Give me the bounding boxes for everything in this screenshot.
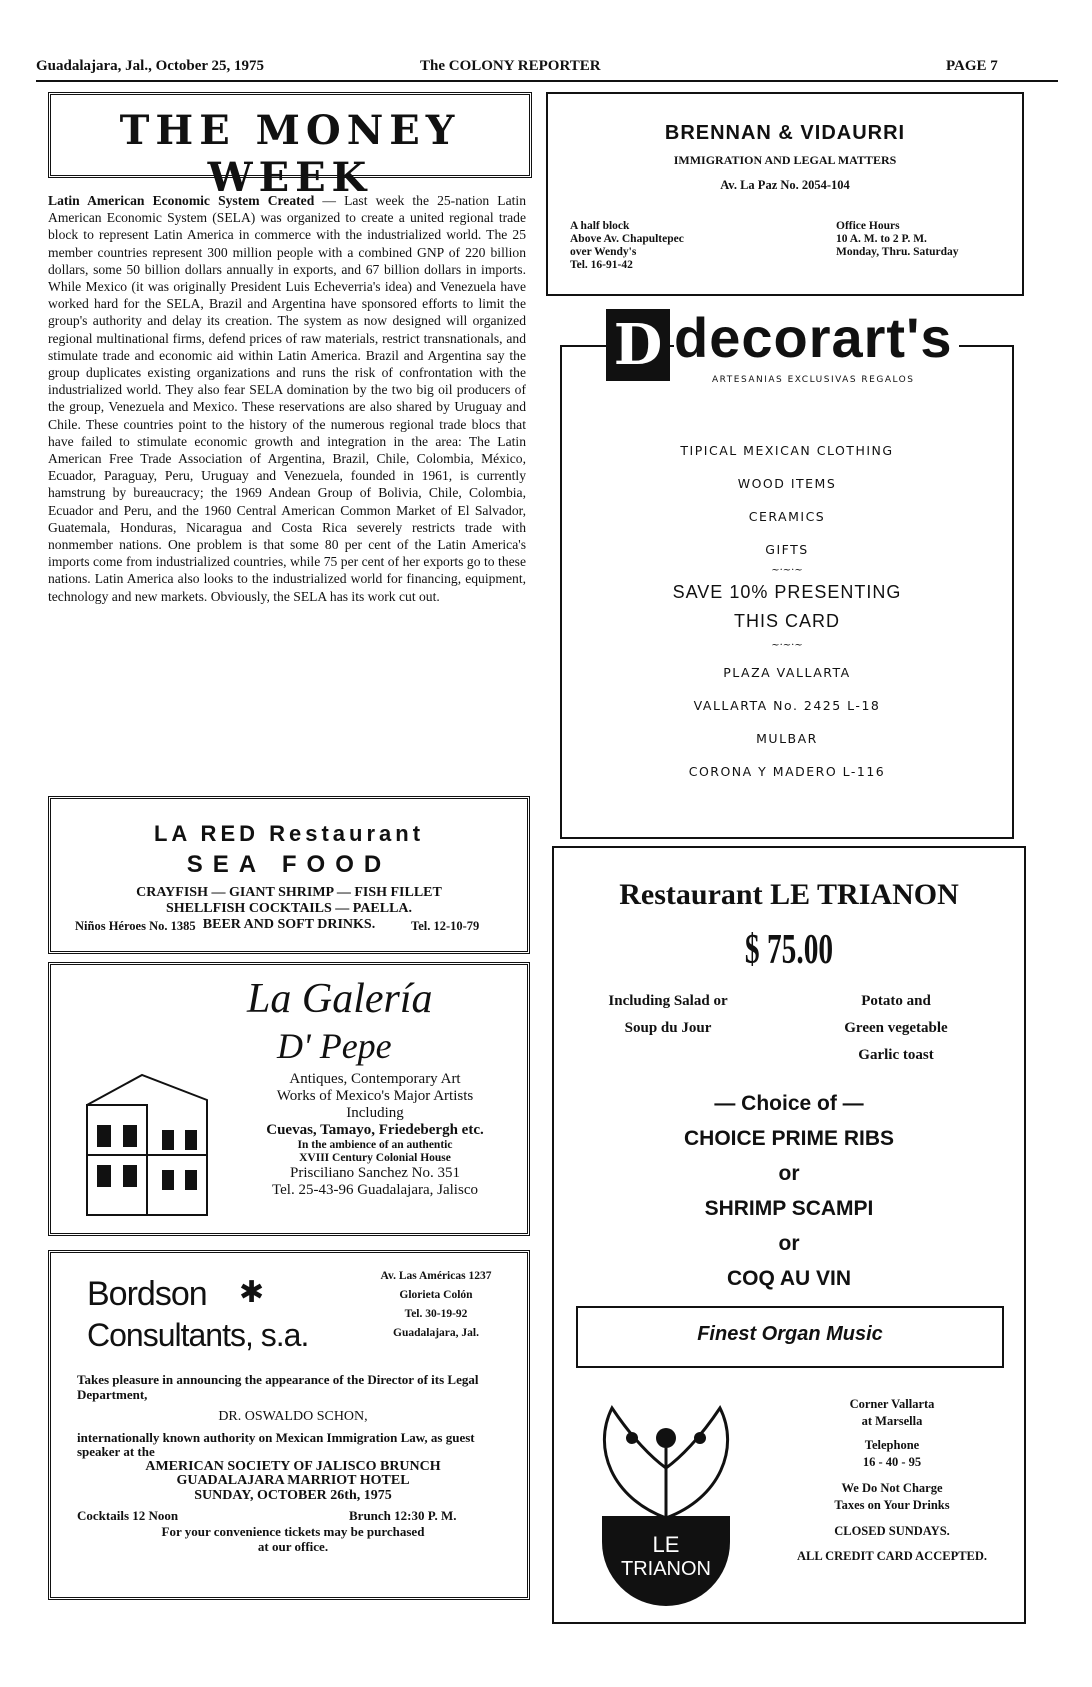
bordson-ad [48,1250,530,1600]
brennan-vidaurri-ad [546,92,1024,296]
decorarts-plaza: PLAZA VALLARTA [723,665,851,680]
brennan-hours-line: Office Hours [836,220,900,232]
decorarts-address: MULBAR [756,731,818,746]
decorarts-item: WOOD ITEMS [737,476,837,491]
trianon-option: SHRIMP SCAMPI [704,1197,874,1220]
galeria-line: XVIII Century Colonial House [299,1152,451,1164]
bordson-logo-2: Consultants, s.a. [87,1317,309,1353]
bordson-times [77,1509,509,1525]
trianon-or: or [778,1162,800,1185]
header-rule [36,80,1058,82]
trianon-side-line: Green vegetable [844,1020,948,1036]
trianon-name: Restaurant LE TRIANON [619,878,959,911]
bordson-line: For your convenience tickets may be purchased [161,1524,425,1539]
bordson-address-line: Glorieta Colón [399,1289,473,1301]
trianon-organ: Finest Organ Music [697,1323,883,1345]
bordson-director: DR. OSWALDO SCHON, [218,1409,368,1424]
asterisk-icon: ✱ [239,1275,265,1310]
article-text: — Last week the 25-nation Latin American Economic System (SELA) was organized to create a united regional trade block to represent Latin America in commerce with the industrialized world. The 25 member countries represent 300 million people with a combined GNP of 220 billion dollars, some 50 billion dollars annually in exports, and 67 billion dollars in imports. While Mexico (it was originally President Luis Echeverria's idea) and Venezuela have worked hard for the SELA, Brazil and Argentina have sponsored efforts to limit the group's authority and delay its creation. The system as now designed will organized regional multinational firms, defend prices of raw materials, restrict transnationals, and stimulate trade and economic aid within Latin America. Brazil and Argentina say the group duplicates existing organizations and runs the risk of confrontation with the industrialized world. They also fear SELA domination by the two big oil producers of the group, Venezuela and Mexico. These reservations are also shared by Uruguay and Chile. These countries point to the history of the numerous regional trade blocs that have failed to stimulate economic growth and integration in the area: The Latin American Free Trade Association of Argentina, Brazil, Chile, Colombia, México, Ecuador, Paraguay, Peru, Uruguay and Venezuela, founded in 1961, is currently hamstrung by bureaucracy; the 1969 Andean Group of Bolivia, Chile, Colombia, Ecuador and Peru, and the 1960 Central American Common Market of El Salvador, Guatemala, Honduras, Nicaragua and Costa Rica severely restricts trade with nonmember nations. One problem is that some 80 per cent of the Latin America's imports come from industrialized countries, while 75 per cent of her exports go to these nations. Latin America also looks to the industrialized world for financing, equipment, technology and new markets. Obviously, the SELA has its work cut out. [48,193,526,604]
decorarts-divider: ~·~·~ [771,640,803,651]
galeria-text [227,1071,523,1199]
trianon-detail: CLOSED SUNDAYS. [834,1524,950,1538]
trianon-logo-text: LE [652,1532,680,1557]
trianon-organ-box [576,1306,1004,1368]
trianon-detail: Taxes on Your Drinks [834,1497,950,1512]
galeria-line: Tel. 25-43-96 Guadalajara, Jalisco [272,1182,478,1198]
brennan-location [570,220,684,272]
trianon-sides [806,988,986,1069]
decorarts-logo-mark: D [606,309,670,381]
trianon-price: $ 75.00 [744,927,834,973]
article-lead: Latin American Economic System Created [48,193,315,208]
la-red-tel: Tel. 12-10-79 [411,919,480,933]
bordson-line: internationally known authority on Mexican Immigration Law, as guest speaker at the [77,1429,475,1459]
brennan-loc-line: Above Av. Chapultepec [570,233,684,245]
colonial-house-illustration [67,1065,217,1225]
galeria-line: Prisciliano Sanchez No. 351 [290,1165,460,1181]
trianon-detail: Telephone [864,1438,920,1452]
brennan-tel: Tel. 16-91-42 [570,259,633,271]
brennan-hours-line: Monday, Thru. Saturday [836,246,959,258]
trianon-option: COQ AU VIN [726,1267,852,1290]
bordson-event: GUADALAJARA MARRIOT HOTEL [176,1473,410,1488]
bordson-cocktails: Cocktails 12 Noon [77,1508,179,1523]
decorarts-save: THIS CARD [733,611,840,631]
galeria-name: La Galería [247,976,433,1022]
decorarts-ad [560,306,1014,839]
la-red-items: BEER AND SOFT DRINKS. [202,917,376,932]
bordson-event: SUNDAY, OCTOBER 26th, 1975 [194,1487,392,1503]
galeria-ad [48,962,530,1236]
la-red-subtitle: SEA FOOD [186,851,392,878]
decorarts-tagline: ARTESANIAS EXCLUSIVAS REGALOS [712,375,915,385]
galeria-line: Cuevas, Tamayo, Friedebergh etc. [266,1122,484,1138]
decorarts-address: CORONA Y MADERO L-116 [688,764,886,779]
bordson-line: Takes pleasure in announcing the appearance of the Director of its Legal Department, [77,1372,479,1402]
article-title: THE MONEY WEEK [119,107,461,201]
trianon-detail: We Do Not Charge [841,1481,943,1495]
bordson-event: AMERICAN SOCIETY OF JALISCO BRUNCH [145,1458,441,1474]
decorarts-save: SAVE 10% PRESENTING [672,582,902,602]
brennan-name: BRENNAN & VIDAURRI [664,122,906,144]
brennan-address: Av. La Paz No. 2054-104 [720,178,850,192]
decorarts-item: GIFTS [765,542,809,557]
trianon-peacock-logo [582,1388,750,1608]
decorarts-divider: ~·~·~ [771,565,803,576]
trianon-choices [554,1086,1024,1296]
trianon-side-line: Potato and [861,993,931,1009]
brennan-hours [836,220,959,259]
trianon-side-line: Garlic toast [858,1047,934,1063]
bordson-address [351,1267,521,1343]
trianon-detail: ALL CREDIT CARD ACCEPTED. [796,1548,988,1563]
la-red-items: CRAYFISH — GIANT SHRIMP — FISH FILLET [136,885,442,900]
bordson-address-line: Av. Las Américas 1237 [380,1270,492,1282]
la-red-title: LA RED Restaurant [153,821,425,846]
header-page-number: PAGE 7 [946,58,998,74]
la-red-address: Niños Héroes No. 1385 [75,919,196,933]
le-trianon-ad [552,846,1026,1624]
galeria-line: Works of Mexico's Major Artists [276,1088,474,1104]
trianon-detail: Corner Vallarta [849,1397,935,1411]
galeria-line: Including [346,1105,404,1121]
trianon-detail: at Marsella [861,1413,923,1428]
trianon-option: CHOICE PRIME RIBS [683,1127,895,1150]
la-red-ad [48,796,530,954]
trianon-detail: 16 - 40 - 95 [862,1454,922,1469]
header-paper-name: The COLONY REPORTER [420,58,601,74]
galeria-line: Antiques, Contemporary Art [289,1071,461,1087]
decorarts-address: VALLARTA No. 2425 L-18 [693,698,881,713]
bordson-address-line: Guadalajara, Jal. [393,1327,479,1339]
bordson-brunch: Brunch 12:30 P. M. [349,1508,457,1523]
brennan-loc-line: over Wendy's [570,246,637,258]
bordson-line: at our office. [257,1538,329,1554]
bordson-address-line: Tel. 30-19-92 [404,1308,468,1320]
peacock-icon [582,1388,750,1528]
decorarts-item: TIPICAL MEXICAN CLOTHING [680,443,894,458]
trianon-include-line: Including Salad or [608,993,728,1009]
bordson-announcement [77,1373,509,1554]
trianon-logo-text-2: TRIANON [621,1558,711,1580]
trianon-choice-heading: — Choice of — [714,1092,864,1115]
la-red-items: SHELLFISH COCKTAILS — PAELLA. [165,901,413,916]
bordson-logo: Bordson [87,1275,207,1313]
header-location-date: Guadalajara, Jal., October 25, 1975 [36,58,265,74]
trianon-includes [588,988,748,1042]
article-body [48,192,526,788]
brennan-hours-line: 10 A. M. to 2 P. M. [836,233,927,245]
brennan-loc-line: A half block [570,220,630,232]
decorarts-item: CERAMICS [748,509,826,524]
trianon-include-line: Soup du Jour [624,1020,712,1036]
trianon-logo-plate [602,1516,730,1606]
decorarts-logo: decorart's [674,305,959,370]
trianon-or: or [778,1232,800,1255]
trianon-details [764,1396,1020,1564]
galeria-name-2: D' Pepe [277,1026,392,1066]
brennan-subtitle: IMMIGRATION AND LEGAL MATTERS [673,153,897,167]
galeria-line: In the ambience of an authentic [297,1139,453,1151]
